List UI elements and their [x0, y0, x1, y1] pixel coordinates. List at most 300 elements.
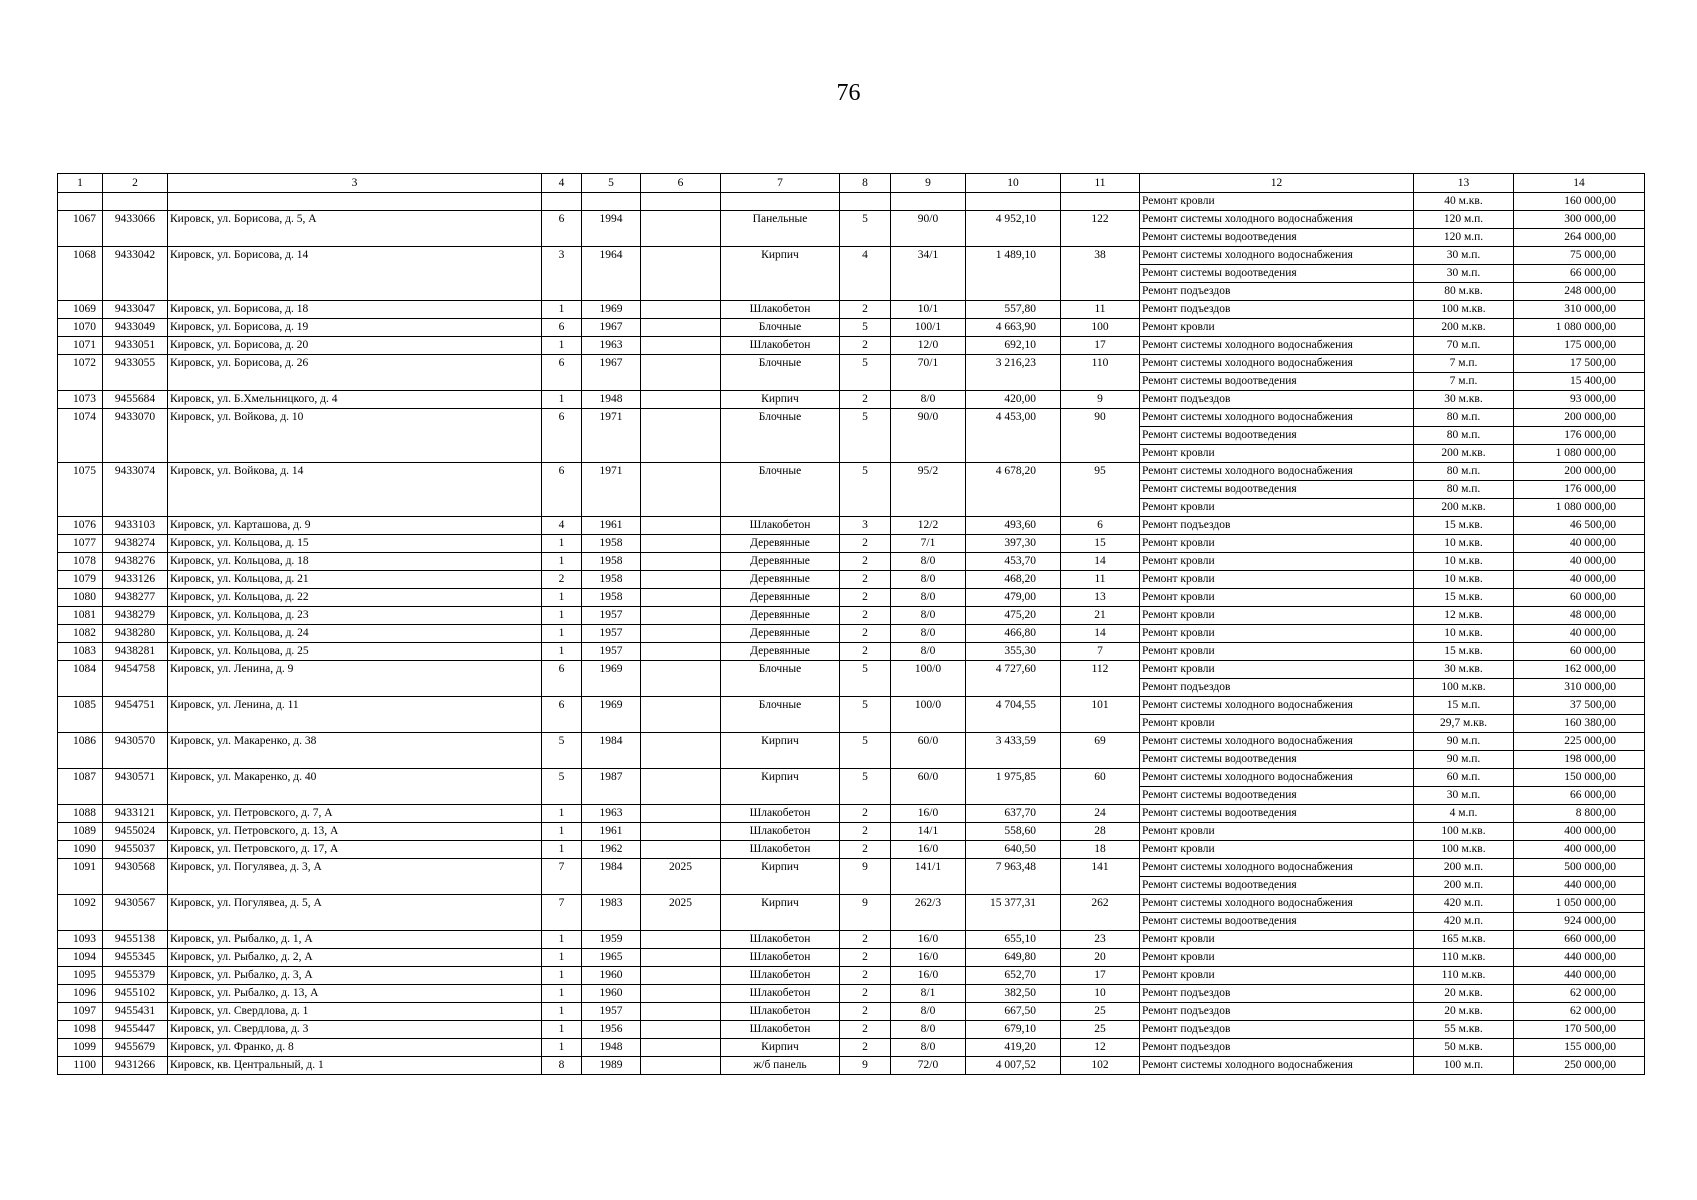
floors-count-cell: [840, 913, 891, 931]
planned-year-cell: [641, 391, 721, 409]
apartments-cell: 95/2: [891, 463, 966, 481]
building-id-cell: [103, 373, 168, 391]
building-id-cell: 9438280: [103, 625, 168, 643]
construction-year-cell: [582, 229, 641, 247]
work-volume-cell: 4 м.п.: [1414, 805, 1514, 823]
entrances-count-cell: 6: [542, 409, 582, 427]
work-type-cell: Ремонт системы холодного водоснабжения: [1140, 247, 1414, 265]
row-number-cell: 1076: [58, 517, 103, 535]
building-id-cell: 9433074: [103, 463, 168, 481]
residents-count-cell: 28: [1061, 823, 1140, 841]
construction-year-cell: 1967: [582, 319, 641, 337]
floors-count-cell: [840, 481, 891, 499]
address-cell: Кировск, ул. Петровского, д. 7, А: [168, 805, 542, 823]
table-row: [58, 373, 1645, 391]
address-cell: [168, 787, 542, 805]
entrances-count-cell: 4: [542, 517, 582, 535]
work-cost-cell: 155 000,00: [1514, 1039, 1645, 1057]
table-row: [58, 355, 1645, 373]
work-volume-cell: 120 м.п.: [1414, 229, 1514, 247]
apartments-cell: 8/0: [891, 1003, 966, 1021]
construction-year-cell: 1971: [582, 463, 641, 481]
construction-year-cell: 1961: [582, 517, 641, 535]
table-row: [58, 571, 1645, 589]
work-type-cell: Ремонт подъездов: [1140, 1039, 1414, 1057]
work-type-cell: Ремонт подъездов: [1140, 1021, 1414, 1039]
planned-year-cell: [641, 283, 721, 301]
total-area-cell: 468,20: [966, 571, 1061, 589]
table-row: [58, 499, 1645, 517]
planned-year-cell: [641, 355, 721, 373]
address-cell: Кировск, ул. Кольцова, д. 24: [168, 625, 542, 643]
row-number-cell: 1099: [58, 1039, 103, 1057]
floors-count-cell: 2: [840, 949, 891, 967]
apartments-cell: 90/0: [891, 409, 966, 427]
work-volume-cell: 30 м.кв.: [1414, 391, 1514, 409]
column-header: 10: [966, 174, 1061, 193]
entrances-count-cell: [542, 481, 582, 499]
work-type-cell: Ремонт системы холодного водоснабжения: [1140, 463, 1414, 481]
work-cost-cell: 60 000,00: [1514, 589, 1645, 607]
work-volume-cell: 30 м.п.: [1414, 247, 1514, 265]
total-area-cell: [966, 481, 1061, 499]
planned-year-cell: [641, 751, 721, 769]
address-cell: Кировск, ул. Макаренко, д. 38: [168, 733, 542, 751]
apartments-cell: [891, 715, 966, 733]
entrances-count-cell: 5: [542, 733, 582, 751]
work-type-cell: Ремонт подъездов: [1140, 283, 1414, 301]
apartments-cell: [891, 193, 966, 211]
column-header: 13: [1414, 174, 1514, 193]
table-row: [58, 805, 1645, 823]
wall-material-cell: [721, 265, 840, 283]
building-id-cell: 9455024: [103, 823, 168, 841]
row-number-cell: 1081: [58, 607, 103, 625]
apartments-cell: 100/0: [891, 697, 966, 715]
construction-year-cell: [582, 373, 641, 391]
wall-material-cell: [721, 481, 840, 499]
building-id-cell: 9455345: [103, 949, 168, 967]
work-volume-cell: 20 м.кв.: [1414, 985, 1514, 1003]
apartments-cell: [891, 787, 966, 805]
total-area-cell: 382,50: [966, 985, 1061, 1003]
table-row: [58, 733, 1645, 751]
work-volume-cell: 80 м.п.: [1414, 427, 1514, 445]
work-cost-cell: 198 000,00: [1514, 751, 1645, 769]
entrances-count-cell: [542, 679, 582, 697]
work-cost-cell: 60 000,00: [1514, 643, 1645, 661]
row-number-cell: 1083: [58, 643, 103, 661]
floors-count-cell: 2: [840, 931, 891, 949]
table-row: [58, 607, 1645, 625]
work-volume-cell: 80 м.п.: [1414, 463, 1514, 481]
address-cell: Кировск, ул. Погулявеа, д. 5, А: [168, 895, 542, 913]
planned-year-cell: [641, 841, 721, 859]
entrances-count-cell: [542, 715, 582, 733]
floors-count-cell: 5: [840, 463, 891, 481]
planned-year-cell: [641, 1057, 721, 1075]
construction-year-cell: 1963: [582, 337, 641, 355]
work-volume-cell: 55 м.кв.: [1414, 1021, 1514, 1039]
work-type-cell: Ремонт подъездов: [1140, 985, 1414, 1003]
entrances-count-cell: 6: [542, 211, 582, 229]
building-id-cell: [103, 913, 168, 931]
planned-year-cell: [641, 607, 721, 625]
row-number-cell: [58, 229, 103, 247]
apartments-cell: 8/0: [891, 1039, 966, 1057]
table-row: [58, 265, 1645, 283]
work-cost-cell: 264 000,00: [1514, 229, 1645, 247]
building-id-cell: 9433049: [103, 319, 168, 337]
construction-year-cell: 1948: [582, 391, 641, 409]
work-type-cell: Ремонт кровли: [1140, 499, 1414, 517]
wall-material-cell: Блочные: [721, 409, 840, 427]
planned-year-cell: [641, 823, 721, 841]
construction-year-cell: 1961: [582, 823, 641, 841]
table-row: [58, 463, 1645, 481]
planned-year-cell: [641, 229, 721, 247]
wall-material-cell: Кирпич: [721, 895, 840, 913]
row-number-cell: 1078: [58, 553, 103, 571]
floors-count-cell: [840, 373, 891, 391]
construction-year-cell: 1956: [582, 1021, 641, 1039]
residents-count-cell: 90: [1061, 409, 1140, 427]
entrances-count-cell: [542, 787, 582, 805]
residents-count-cell: 110: [1061, 355, 1140, 373]
row-number-cell: 1068: [58, 247, 103, 265]
planned-year-cell: [641, 211, 721, 229]
total-area-cell: 667,50: [966, 1003, 1061, 1021]
planned-year-cell: [641, 787, 721, 805]
entrances-count-cell: 1: [542, 823, 582, 841]
entrances-count-cell: 1: [542, 337, 582, 355]
work-cost-cell: 46 500,00: [1514, 517, 1645, 535]
residents-count-cell: 262: [1061, 895, 1140, 913]
apartments-cell: 8/1: [891, 985, 966, 1003]
row-number-cell: 1085: [58, 697, 103, 715]
construction-year-cell: 1958: [582, 553, 641, 571]
table-row: [58, 661, 1645, 679]
row-number-cell: [58, 265, 103, 283]
document-table-wrapper: [57, 173, 1644, 1075]
wall-material-cell: Деревянные: [721, 571, 840, 589]
floors-count-cell: 5: [840, 409, 891, 427]
row-number-cell: [58, 787, 103, 805]
table-row: [58, 679, 1645, 697]
residents-count-cell: 23: [1061, 931, 1140, 949]
apartments-cell: 16/0: [891, 805, 966, 823]
building-id-cell: 9433042: [103, 247, 168, 265]
wall-material-cell: [721, 193, 840, 211]
work-cost-cell: 93 000,00: [1514, 391, 1645, 409]
entrances-count-cell: [542, 283, 582, 301]
wall-material-cell: [721, 373, 840, 391]
residents-count-cell: 7: [1061, 643, 1140, 661]
work-type-cell: Ремонт кровли: [1140, 319, 1414, 337]
wall-material-cell: Блочные: [721, 355, 840, 373]
work-type-cell: Ремонт кровли: [1140, 589, 1414, 607]
building-id-cell: [103, 499, 168, 517]
building-id-cell: 9438274: [103, 535, 168, 553]
work-type-cell: Ремонт кровли: [1140, 823, 1414, 841]
total-area-cell: 649,80: [966, 949, 1061, 967]
entrances-count-cell: 7: [542, 859, 582, 877]
floors-count-cell: 2: [840, 337, 891, 355]
planned-year-cell: [641, 499, 721, 517]
total-area-cell: [966, 499, 1061, 517]
work-volume-cell: 10 м.кв.: [1414, 571, 1514, 589]
work-type-cell: Ремонт системы холодного водоснабжения: [1140, 337, 1414, 355]
floors-count-cell: 5: [840, 661, 891, 679]
planned-year-cell: [641, 409, 721, 427]
building-id-cell: 9431266: [103, 1057, 168, 1075]
work-type-cell: Ремонт кровли: [1140, 625, 1414, 643]
construction-year-cell: 1948: [582, 1039, 641, 1057]
apartments-cell: 8/0: [891, 643, 966, 661]
row-number-cell: 1069: [58, 301, 103, 319]
work-volume-cell: 80 м.п.: [1414, 409, 1514, 427]
construction-year-cell: 1960: [582, 967, 641, 985]
construction-year-cell: 1969: [582, 301, 641, 319]
wall-material-cell: Блочные: [721, 319, 840, 337]
work-volume-cell: 60 м.п.: [1414, 769, 1514, 787]
work-volume-cell: 10 м.кв.: [1414, 535, 1514, 553]
residents-count-cell: [1061, 427, 1140, 445]
work-type-cell: Ремонт подъездов: [1140, 301, 1414, 319]
entrances-count-cell: [542, 427, 582, 445]
work-volume-cell: 420 м.п.: [1414, 913, 1514, 931]
construction-year-cell: 1987: [582, 769, 641, 787]
total-area-cell: 4 952,10: [966, 211, 1061, 229]
work-volume-cell: 90 м.п.: [1414, 751, 1514, 769]
floors-count-cell: 5: [840, 769, 891, 787]
total-area-cell: 637,70: [966, 805, 1061, 823]
construction-year-cell: 1957: [582, 643, 641, 661]
row-number-cell: 1096: [58, 985, 103, 1003]
construction-year-cell: 1969: [582, 661, 641, 679]
construction-year-cell: [582, 751, 641, 769]
residents-count-cell: 141: [1061, 859, 1140, 877]
entrances-count-cell: [542, 499, 582, 517]
table-row: [58, 715, 1645, 733]
total-area-cell: 4 727,60: [966, 661, 1061, 679]
construction-year-cell: [582, 913, 641, 931]
floors-count-cell: [840, 229, 891, 247]
work-volume-cell: 10 м.кв.: [1414, 625, 1514, 643]
entrances-count-cell: 1: [542, 985, 582, 1003]
work-cost-cell: 75 000,00: [1514, 247, 1645, 265]
address-cell: [168, 715, 542, 733]
total-area-cell: [966, 229, 1061, 247]
table-row: [58, 769, 1645, 787]
work-cost-cell: 66 000,00: [1514, 787, 1645, 805]
apartments-cell: [891, 373, 966, 391]
column-header: 4: [542, 174, 582, 193]
work-volume-cell: 12 м.кв.: [1414, 607, 1514, 625]
address-cell: Кировск, ул. Кольцова, д. 25: [168, 643, 542, 661]
work-type-cell: Ремонт системы холодного водоснабжения: [1140, 895, 1414, 913]
floors-count-cell: 5: [840, 697, 891, 715]
residents-count-cell: 69: [1061, 733, 1140, 751]
total-area-cell: [966, 679, 1061, 697]
construction-year-cell: 1963: [582, 805, 641, 823]
table-row: [58, 895, 1645, 913]
building-id-cell: 9438279: [103, 607, 168, 625]
residents-count-cell: [1061, 787, 1140, 805]
table-row: [58, 211, 1645, 229]
table-row: [58, 481, 1645, 499]
construction-year-cell: 1989: [582, 1057, 641, 1075]
apartments-cell: [891, 427, 966, 445]
floors-count-cell: 2: [840, 1021, 891, 1039]
building-id-cell: 9455431: [103, 1003, 168, 1021]
work-type-cell: Ремонт кровли: [1140, 571, 1414, 589]
row-number-cell: [58, 679, 103, 697]
wall-material-cell: Шлакобетон: [721, 337, 840, 355]
work-type-cell: Ремонт системы водоотведения: [1140, 265, 1414, 283]
work-cost-cell: 300 000,00: [1514, 211, 1645, 229]
planned-year-cell: [641, 661, 721, 679]
floors-count-cell: 2: [840, 571, 891, 589]
apartments-cell: 100/0: [891, 661, 966, 679]
apartments-cell: 72/0: [891, 1057, 966, 1075]
apartments-cell: 12/0: [891, 337, 966, 355]
entrances-count-cell: 1: [542, 1039, 582, 1057]
building-id-cell: 9455138: [103, 931, 168, 949]
work-volume-cell: 7 м.п.: [1414, 355, 1514, 373]
work-type-cell: Ремонт системы водоотведения: [1140, 229, 1414, 247]
address-cell: Кировск, ул. Кольцова, д. 15: [168, 535, 542, 553]
planned-year-cell: [641, 193, 721, 211]
address-cell: Кировск, ул. Борисова, д. 18: [168, 301, 542, 319]
residents-count-cell: [1061, 265, 1140, 283]
total-area-cell: 692,10: [966, 337, 1061, 355]
entrances-count-cell: [542, 445, 582, 463]
building-id-cell: 9438277: [103, 589, 168, 607]
floors-count-cell: 2: [840, 643, 891, 661]
work-type-cell: Ремонт системы водоотведения: [1140, 877, 1414, 895]
work-volume-cell: 15 м.кв.: [1414, 589, 1514, 607]
residents-count-cell: [1061, 499, 1140, 517]
floors-count-cell: 2: [840, 1039, 891, 1057]
row-number-cell: 1093: [58, 931, 103, 949]
total-area-cell: 466,80: [966, 625, 1061, 643]
address-cell: Кировск, ул. Борисова, д. 14: [168, 247, 542, 265]
floors-count-cell: 2: [840, 625, 891, 643]
wall-material-cell: Шлакобетон: [721, 1003, 840, 1021]
residents-count-cell: 12: [1061, 1039, 1140, 1057]
planned-year-cell: [641, 1021, 721, 1039]
entrances-count-cell: 1: [542, 625, 582, 643]
column-header: 7: [721, 174, 840, 193]
row-number-cell: 1089: [58, 823, 103, 841]
total-area-cell: [966, 265, 1061, 283]
work-cost-cell: 1 080 000,00: [1514, 319, 1645, 337]
work-cost-cell: 200 000,00: [1514, 409, 1645, 427]
work-cost-cell: 62 000,00: [1514, 985, 1645, 1003]
building-id-cell: [103, 265, 168, 283]
total-area-cell: 475,20: [966, 607, 1061, 625]
planned-year-cell: [641, 301, 721, 319]
building-id-cell: [103, 427, 168, 445]
wall-material-cell: Шлакобетон: [721, 841, 840, 859]
work-volume-cell: 420 м.п.: [1414, 895, 1514, 913]
work-type-cell: Ремонт системы водоотведения: [1140, 787, 1414, 805]
floors-count-cell: [840, 715, 891, 733]
residents-count-cell: 60: [1061, 769, 1140, 787]
work-type-cell: Ремонт системы холодного водоснабжения: [1140, 1057, 1414, 1075]
floors-count-cell: [840, 265, 891, 283]
apartments-cell: 100/1: [891, 319, 966, 337]
building-id-cell: [103, 283, 168, 301]
apartments-cell: 141/1: [891, 859, 966, 877]
planned-year-cell: [641, 571, 721, 589]
apartments-cell: 60/0: [891, 733, 966, 751]
total-area-cell: 679,10: [966, 1021, 1061, 1039]
wall-material-cell: Деревянные: [721, 643, 840, 661]
residents-count-cell: [1061, 445, 1140, 463]
table-row: [58, 445, 1645, 463]
planned-year-cell: [641, 733, 721, 751]
wall-material-cell: Шлакобетон: [721, 301, 840, 319]
row-number-cell: 1071: [58, 337, 103, 355]
table-row: [58, 553, 1645, 571]
work-volume-cell: 200 м.кв.: [1414, 319, 1514, 337]
address-cell: Кировск, ул. Рыбалко, д. 2, А: [168, 949, 542, 967]
row-number-cell: [58, 373, 103, 391]
wall-material-cell: Шлакобетон: [721, 517, 840, 535]
residents-count-cell: [1061, 229, 1140, 247]
repair-program-table: [57, 173, 1645, 1075]
construction-year-cell: [582, 445, 641, 463]
total-area-cell: 655,10: [966, 931, 1061, 949]
floors-count-cell: 9: [840, 895, 891, 913]
work-type-cell: Ремонт кровли: [1140, 949, 1414, 967]
construction-year-cell: [582, 499, 641, 517]
floors-count-cell: 2: [840, 985, 891, 1003]
address-cell: Кировск, ул. Свердлова, д. 3: [168, 1021, 542, 1039]
floors-count-cell: 2: [840, 589, 891, 607]
work-cost-cell: 250 000,00: [1514, 1057, 1645, 1075]
wall-material-cell: [721, 913, 840, 931]
work-cost-cell: 170 500,00: [1514, 1021, 1645, 1039]
work-cost-cell: 40 000,00: [1514, 553, 1645, 571]
residents-count-cell: 24: [1061, 805, 1140, 823]
address-cell: Кировск, ул. Борисова, д. 19: [168, 319, 542, 337]
floors-count-cell: 2: [840, 1003, 891, 1021]
planned-year-cell: [641, 967, 721, 985]
page-number: 76: [836, 80, 861, 106]
apartments-cell: 262/3: [891, 895, 966, 913]
building-id-cell: [103, 445, 168, 463]
work-volume-cell: 7 м.п.: [1414, 373, 1514, 391]
residents-count-cell: [1061, 877, 1140, 895]
apartments-cell: 8/0: [891, 391, 966, 409]
entrances-count-cell: 2: [542, 571, 582, 589]
row-number-cell: [58, 877, 103, 895]
floors-count-cell: 5: [840, 211, 891, 229]
entrances-count-cell: 1: [542, 841, 582, 859]
address-cell: Кировск, ул. Кольцова, д. 18: [168, 553, 542, 571]
residents-count-cell: [1061, 283, 1140, 301]
residents-count-cell: 17: [1061, 337, 1140, 355]
entrances-count-cell: 7: [542, 895, 582, 913]
entrances-count-cell: 1: [542, 589, 582, 607]
construction-year-cell: 1957: [582, 607, 641, 625]
planned-year-cell: [641, 949, 721, 967]
table-row: [58, 1057, 1645, 1075]
construction-year-cell: [582, 787, 641, 805]
